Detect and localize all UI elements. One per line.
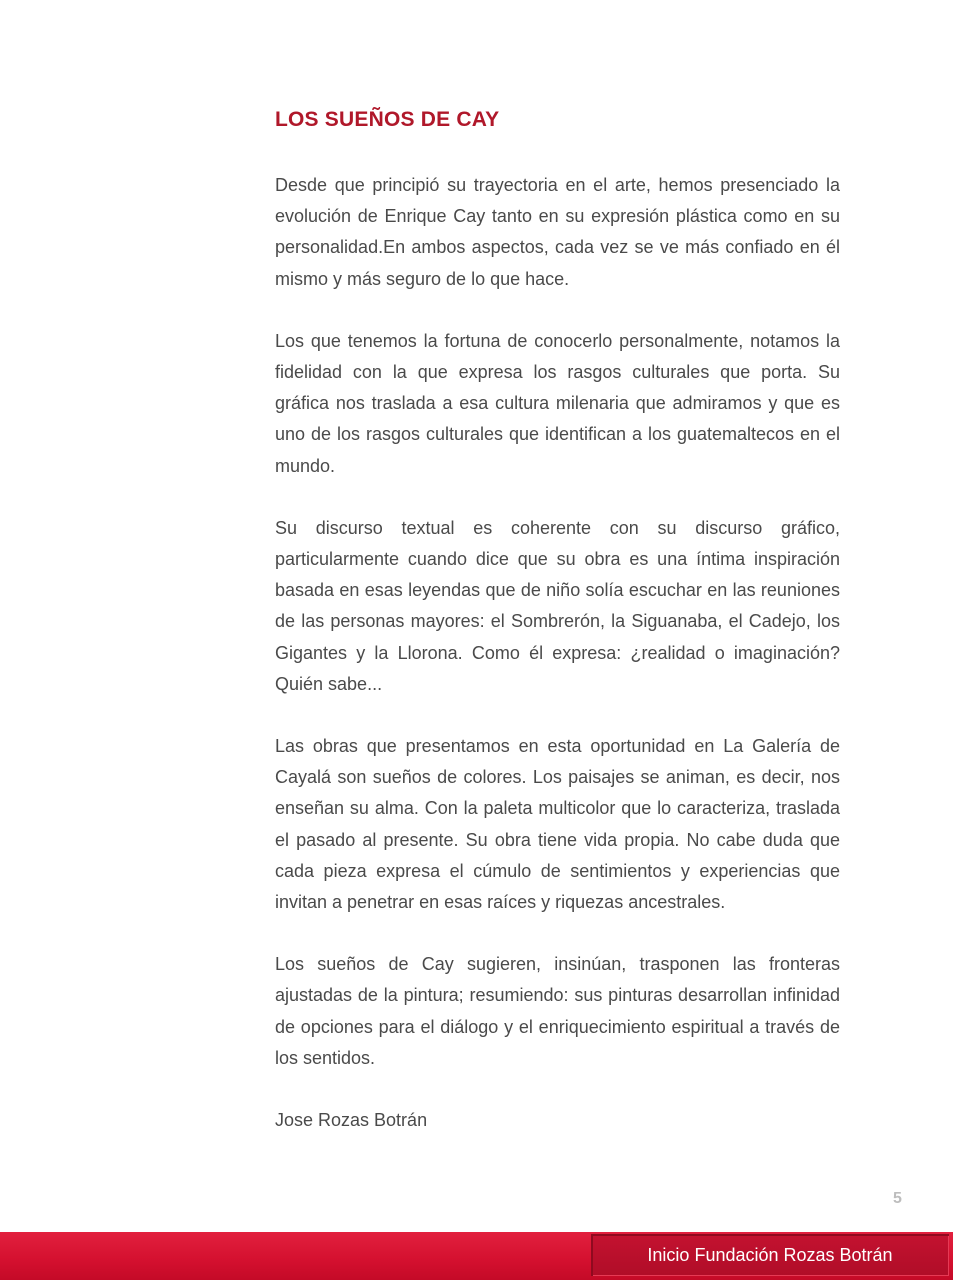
document-title: LOS SUEÑOS DE CAY [275,108,500,131]
paragraph-2: Los que tenemos la fortuna de conocerlo personalmente, notamos la fidelidad con la que expresa los rasgos culturales que porta. Su gráfica nos traslada a esa cultura milenaria que admiramos y que es uno de los rasgos culturales que identifican a los guatemaltecos en el mundo. [275,330,840,476]
paragraph-1: Desde que principió su trayectoria en el arte, hemos presenciado la evolución de Enrique Cay tanto en su expresión plástica como en su personalidad.En ambos aspectos, cada vez se ve más confiado en él mismo y más seguro de lo que hace. [275,175,840,289]
paragraph-3: Su discurso textual es coherente con su discurso gráfico, particularmente cuando dice que su obra es una íntima inspiración basada en esas leyendas que de niño solía escuchar en las reuniones de las personas mayores: el Sombrerón, la Siguanaba, el Cadejo, los Gigantes y la Llorona. Como él expresa: ¿realidad o imaginación? Quién sabe... [275,517,840,694]
page-number: 5 [893,1190,902,1207]
home-link-button[interactable]: Inicio Fundación Rozas Botrán [591,1234,949,1276]
paragraph-4: Las obras que presentamos en esta oportunidad en La Galería de Cayalá son sueños de colores. Los paisajes se animan, es decir, nos enseñan su alma. Con la paleta multicolor que lo caracteriza, traslada el pasado al presente. Su obra tiene vida propia. No cabe duda que cada pieza expresa el cúmulo de sentimientos y experiencias que invitan a penetrar en esas raíces y riquezas ancestrales. [275,736,840,913]
paragraph-5: Los sueños de Cay sugieren, insinúan, trasponen las fronteras ajustadas de la pintura; resumiendo: sus pinturas desarrollan infinidad de opciones para el diálogo y el enriquecimiento espiritual a través de los sentidos. [275,954,840,1068]
article-body [275,170,840,1136]
author-signature: Jose Rozas Botrán [275,1110,428,1131]
